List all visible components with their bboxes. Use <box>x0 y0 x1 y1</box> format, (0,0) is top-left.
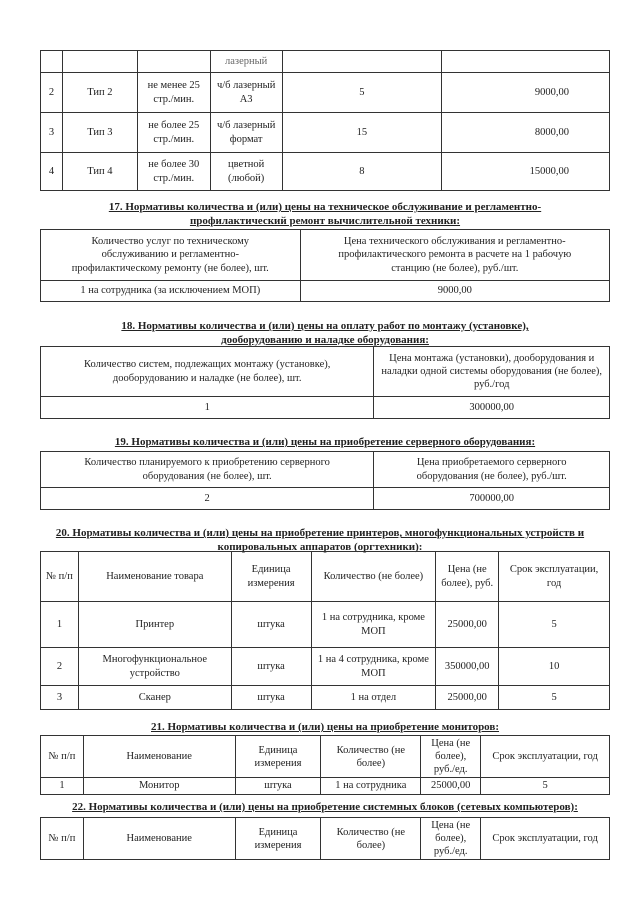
column-header: Цена (не более), руб./ед. <box>421 818 481 860</box>
printer-types-table <box>40 50 610 191</box>
column-header: Количество (не более) <box>321 736 421 778</box>
column-header: Цена (не более), руб./ед. <box>421 736 481 778</box>
qty-cell: 5 <box>282 73 442 113</box>
row-number: 1 <box>41 778 84 794</box>
column-header: Цена монтажа (установки), дооборудования и наладки одной системы оборудования (не более), руб./год <box>374 347 610 397</box>
column-header: Единица измерения <box>235 818 321 860</box>
column-header: Наименование <box>83 736 235 778</box>
row-number: 1 <box>41 602 79 648</box>
table-row <box>41 153 610 191</box>
price-value: 9000,00 <box>300 281 609 302</box>
column-header: Количество (не более) <box>321 818 421 860</box>
section-22-table <box>40 817 610 860</box>
price-value: 300000,00 <box>374 397 610 419</box>
table-cell <box>62 51 137 73</box>
quantity: 1 на 4 сотрудника, кроме МОП <box>311 648 436 686</box>
unit: штука <box>231 686 311 710</box>
price-cell: 8000,00 <box>442 113 610 153</box>
row-number: 2 <box>41 73 63 113</box>
table-row <box>41 73 610 113</box>
section-21-table <box>40 735 610 795</box>
service-life: 5 <box>481 778 610 794</box>
section-19-heading: 19. Нормативы количества и (или) цены на приобретение серверного оборудования: <box>114 436 536 448</box>
table-row <box>41 686 610 710</box>
table-cell: лазерный <box>210 51 282 73</box>
unit: штука <box>231 648 311 686</box>
column-header: Наименование товара <box>78 552 231 602</box>
column-header: Срок эксплуатации, год <box>481 818 610 860</box>
column-header: Цена технического обслуживания и регламентно-профилактического ремонта в расчете на 1 рабочую станцию (не более), руб./шт. <box>300 230 609 281</box>
qty-cell: 15 <box>282 113 442 153</box>
row-number: 3 <box>41 113 63 153</box>
section-17-table <box>40 229 610 302</box>
speed-cell: не менее 25 стр./мин. <box>137 73 210 113</box>
price: 25000,00 <box>421 778 481 794</box>
section-17-heading: 17. Нормативы количества и (или) цены на техническое обслуживание и регламентно-профилактический ремонт вычислительной техники: <box>108 201 542 227</box>
column-header: Единица измерения <box>235 736 321 778</box>
service-life: 10 <box>499 648 610 686</box>
header-row <box>41 818 610 860</box>
column-header: № п/п <box>41 736 84 778</box>
column-header: Количество (не более) <box>311 552 436 602</box>
table-cell <box>137 51 210 73</box>
product-name: Принтер <box>78 602 231 648</box>
column-header: Единица измерения <box>231 552 311 602</box>
table-cell <box>41 51 63 73</box>
table-row <box>41 778 610 794</box>
price: 25000,00 <box>436 602 499 648</box>
section-18-table <box>40 346 610 419</box>
service-life: 5 <box>499 602 610 648</box>
price-cell: 15000,00 <box>442 153 610 191</box>
section-18-heading: 18. Нормативы количества и (или) цены на оплату работ по монтажу (установке), дооборудованию и наладке оборудования: <box>121 320 529 346</box>
column-header: Количество планируемого к приобретению серверного оборудования (не более), шт. <box>41 452 374 488</box>
column-header: № п/п <box>41 552 79 602</box>
column-header: Количество систем, подлежащих монтажу (установке), дооборудованию и наладке (не более), шт. <box>41 347 374 397</box>
column-header: Цена (не более), руб. <box>436 552 499 602</box>
column-header: Количество услуг по техническому обслуживанию и регламентно-профилактическому ремонту (не более), шт. <box>41 230 301 281</box>
product-name: Сканер <box>78 686 231 710</box>
price: 25000,00 <box>436 686 499 710</box>
section-20-table <box>40 551 610 710</box>
quantity: 1 на сотрудника, кроме МОП <box>311 602 436 648</box>
kind-cell: ч/б лазерный формат <box>210 113 282 153</box>
qty-cell: 8 <box>282 153 442 191</box>
quantity-value: 1 <box>41 397 374 419</box>
column-header: № п/п <box>41 818 84 860</box>
type-cell: Тип 2 <box>62 73 137 113</box>
table-row <box>41 602 610 648</box>
unit: штука <box>231 602 311 648</box>
table-cell <box>282 51 442 73</box>
row-number: 4 <box>41 153 63 191</box>
unit: штука <box>235 778 321 794</box>
row-number: 2 <box>41 648 79 686</box>
row-number: 3 <box>41 686 79 710</box>
table-row <box>41 648 610 686</box>
kind-cell: цветной (любой) <box>210 153 282 191</box>
quantity: 1 на сотрудника <box>321 778 421 794</box>
column-header: Срок эксплуатации, год <box>499 552 610 602</box>
header-row <box>41 552 610 602</box>
section-20-heading: 20. Нормативы количества и (или) цены на приобретение принтеров, многофункциональных устройств и копировальных аппаратов (оргтехники): <box>55 527 585 553</box>
quantity-value: 1 на сотрудника (за исключением МОП) <box>41 281 301 302</box>
speed-cell: не более 25 стр./мин. <box>137 113 210 153</box>
type-cell: Тип 4 <box>62 153 137 191</box>
header-row <box>41 736 610 778</box>
quantity-value: 2 <box>41 488 374 510</box>
column-header: Цена приобретаемого серверного оборудования (не более), руб./шт. <box>374 452 610 488</box>
price-cell: 9000,00 <box>442 73 610 113</box>
table-row <box>41 113 610 153</box>
section-22-heading: 22. Нормативы количества и (или) цены на приобретение системных блоков (сетевых компьютеров): <box>72 801 578 813</box>
price: 350000,00 <box>436 648 499 686</box>
product-name: Многофункциональное устройство <box>78 648 231 686</box>
section-21-heading: 21. Нормативы количества и (или) цены на приобретение мониторов: <box>150 721 500 733</box>
column-header: Наименование <box>83 818 235 860</box>
type-cell: Тип 3 <box>62 113 137 153</box>
kind-cell: ч/б лазерный А3 <box>210 73 282 113</box>
column-header: Срок эксплуатации, год <box>481 736 610 778</box>
product-name: Монитор <box>83 778 235 794</box>
section-19-table <box>40 451 610 510</box>
quantity: 1 на отдел <box>311 686 436 710</box>
price-value: 700000,00 <box>374 488 610 510</box>
table-cell <box>442 51 610 73</box>
speed-cell: не более 30 стр./мин. <box>137 153 210 191</box>
service-life: 5 <box>499 686 610 710</box>
